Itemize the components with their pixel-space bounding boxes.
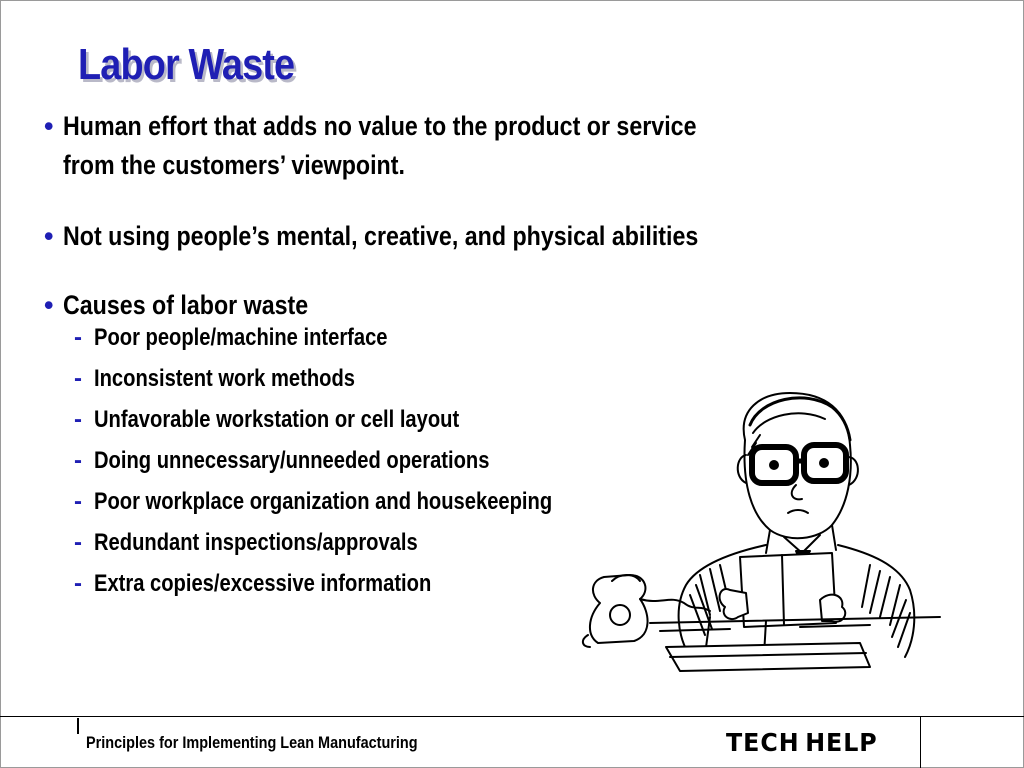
bullet-icon: • xyxy=(44,111,54,141)
techhelp-logo: TECH HELP xyxy=(726,728,878,757)
dash-icon: - xyxy=(74,324,82,351)
sub-item-text: Doing unnecessary/unneeded operations xyxy=(94,447,490,474)
dash-icon: - xyxy=(74,570,82,597)
bullet-icon: • xyxy=(44,221,54,251)
dash-icon: - xyxy=(74,529,82,556)
sub-item-text: Unfavorable workstation or cell layout xyxy=(94,406,460,433)
sub-item-text: Inconsistent work methods xyxy=(94,365,356,392)
footer-corner-divider xyxy=(920,716,921,768)
dash-icon: - xyxy=(74,406,82,433)
bullet-icon: • xyxy=(44,290,54,320)
bullet-3-text: Causes of labor waste xyxy=(63,290,309,320)
footer-marker xyxy=(77,718,79,734)
bullet-2-text: Not using people’s mental, creative, and physical abilities xyxy=(63,221,699,251)
footer-divider xyxy=(0,716,1024,717)
dash-icon: - xyxy=(74,447,82,474)
footer-course-title: Principles for Implementing Lean Manufacturing xyxy=(86,733,418,752)
clerk-at-desk-cartoon-icon xyxy=(570,385,950,685)
sub-item-text: Poor people/machine interface xyxy=(94,324,388,351)
bullet-1-line-2: from the customers’ viewpoint. xyxy=(63,150,405,180)
sub-item-text: Redundant inspections/approvals xyxy=(94,529,418,556)
dash-icon: - xyxy=(74,365,82,392)
sub-item-text: Poor workplace organization and housekeeping xyxy=(94,488,553,515)
bullet-1-line-1: Human effort that adds no value to the product or service xyxy=(63,111,697,141)
dash-icon: - xyxy=(74,488,82,515)
sub-item-text: Extra copies/excessive information xyxy=(94,570,432,597)
slide-title: Labor Waste xyxy=(78,40,295,89)
